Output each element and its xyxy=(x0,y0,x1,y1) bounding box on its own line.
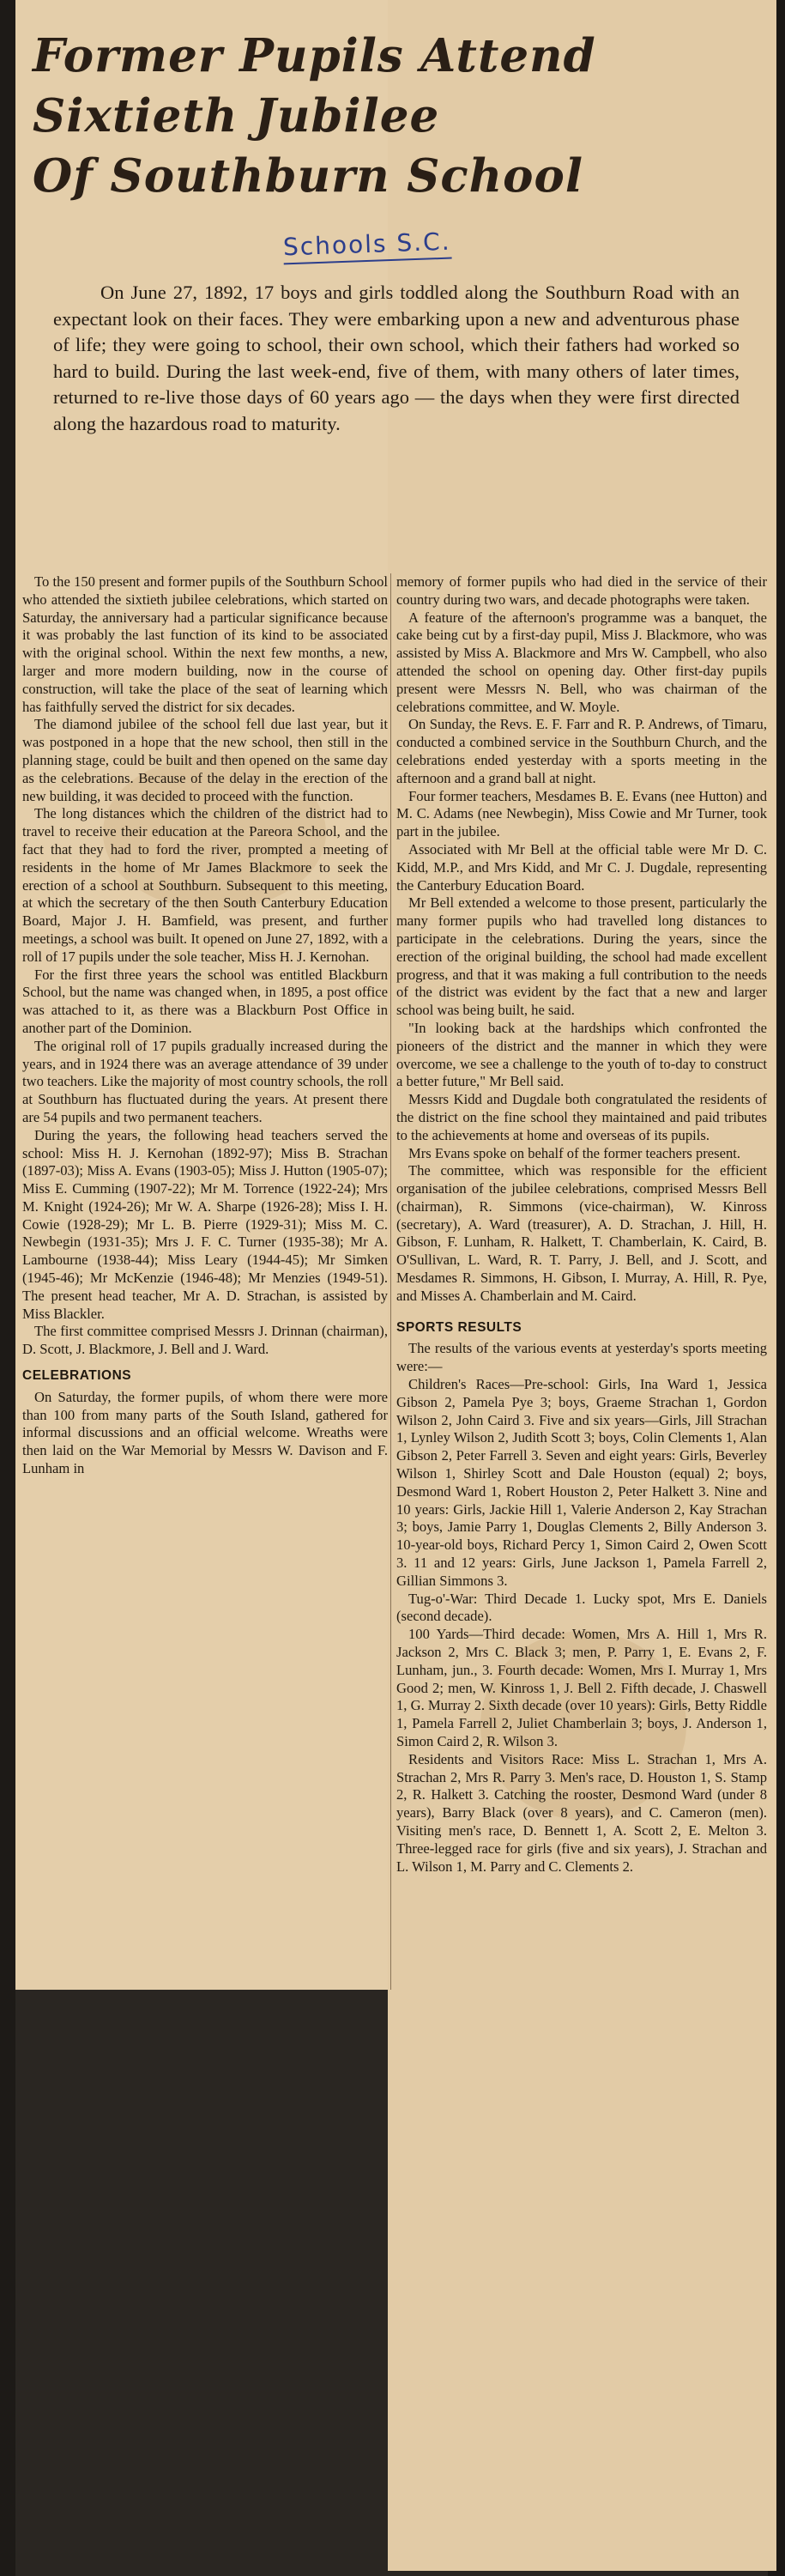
sports-paragraph: 100 Yards—Third decade: Women, Mrs A. Hill 1, Mrs R. Jackson 2, Mrs C. Black 3; men, P. Parry 1, E. Evans 2, F. Lunham, jun., 3. Fourth decade: Women, Mrs I. Murray 1, Mrs Good 2; men, W. Kinross 1, J. Bell 2. Fifth decade, J. Chaswell 1, G. Murray 2. Sixth decade (over 10 years): Girls, Betty Riddle 1, Pamela Farrell 2, Juliet Chamberlain 3; boys, J. Anderson 1, Simon Caird 2, R. Wilson 3. xyxy=(396,1626,767,1749)
body-paragraph: A feature of the afternoon's programme was a banquet, the cake being cut by a first-day pupil, Miss J. Blackmore, who was assisted by Miss A. Blackmore and Mrs W. Campbell, who also attended the school on opening day. Other first-day pupils present were Messrs N. Bell, who was chairman of the celebrations committee, and W. Moyle. xyxy=(396,609,767,715)
celebrations-heading: CELEBRATIONS xyxy=(22,1368,132,1384)
background-edge xyxy=(0,0,15,2576)
handwritten-annotation: Schools S.C. xyxy=(282,227,451,262)
lead-paragraph: On June 27, 1892, 17 boys and girls toddled along the Southburn Road with an expectant look on their faces. They were embarking upon a new and adventurous phase of life; they were going to school, their own school, which their fathers had worked so hard to build. During the last week-end, five of them, with many others of later times, returned to re-live those days of 60 years ago — the days when they were first directed along the hazardous road to maturity. xyxy=(53,282,740,434)
headline-line-2: Sixtieth Jubilee xyxy=(33,89,440,142)
body-paragraph: During the years, the following head teachers served the school: Miss H. J. Kernohan (1892-97); Miss B. Strachan (1897-03); Miss A. Evans (1903-05); Miss J. Hutton (1905-07); Miss E. Cumming (1907-22); Mr M. Torrence (1922-24); Mrs M. Knight (1924-26); Mr W. A. Sharpe (1926-28); Miss I. H. Cowie (1928-29); Mr L. B. Pierre (1929-31); Miss M. C. Newbegin (1931-35); Mrs J. F. C. Turner (1935-38); Mr A. Lambourne (1938-44); Miss Leary (1944-45); Mr Simken (1945-46); Mr McKenzie (1946-48); Mr Menzies (1949-51). The present head teacher, Mr A. D. Strachan, is assisted by Miss Blackler. xyxy=(22,1126,388,1322)
body-paragraph: "In looking back at the hardships which confronted the pioneers of the district and the manner in which they were overcome, we see a challenge to the youth of to-day to construct a better future," Mr Bell said. xyxy=(396,1019,767,1090)
right-column xyxy=(396,573,767,1876)
headline-line-3: Of Southburn School xyxy=(33,149,584,203)
column-divider xyxy=(390,573,391,1990)
body-paragraph: Associated with Mr Bell at the official table were Mr D. C. Kidd, M.P., and Mrs Kidd, and Mr C. J. Dugdale, representing the Canterbury Education Board. xyxy=(396,840,767,894)
body-paragraph: The long distances which the children of the district had to travel to receive their education at the Pareora School, and the fact that they had to ford the river, prompted a meeting of residents in the home of Mr James Blackmore to seek the erection of a school at Southburn. Subsequent to this meeting, at which the secretary of the then South Canterbury Education Board, Major J. H. Bamfield, was present, and further meetings, a school was built. It opened on June 27, 1892, with a roll of 17 pupils under the sole teacher, Miss H. J. Kernohan. xyxy=(22,805,388,965)
body-paragraph: The diamond jubilee of the school fell due last year, but it was postponed in a hope that the new school, then still in the planning stage, could be built and then opened on the same day as the celebrations. Because of the delay in the erection of the new building, it was decided to proceed with the function. xyxy=(22,716,388,804)
headline xyxy=(33,26,719,206)
headline-line-1: Former Pupils Attend xyxy=(33,29,596,82)
body-paragraph: The first committee comprised Messrs J. Drinnan (chairman), D. Scott, J. Blackmore, J. Bell and J. Ward. xyxy=(22,1323,388,1358)
sports-paragraph: Residents and Visitors Race: Miss L. Strachan 1, Mrs A. Strachan 2, Mrs R. Parry 3. Men's race, D. Houston 1, S. Stamp 2, R. Halkett 3. Catching the rooster, Desmond Ward (under 8 years), Barry Black (over 8 years), and C. Cameron (men). Visiting men's race, D. Bennett 1, A. Scott 2, E. Melton 3. Three-legged race for girls (five and six years), J. Strachan and L. Wilson 1, M. Parry and C. Clements 2. xyxy=(396,1750,767,1875)
body-paragraph: On Saturday, the former pupils, of whom there were more than 100 from many parts of the South Island, gathered for informal discussions and an official welcome. Wreaths were then laid on the War Memorial by Messrs W. Davison and F. Lunham in xyxy=(22,1388,388,1477)
body-paragraph: For the first three years the school was entitled Blackburn School, but the name was changed when, in 1895, a post office was attached to it, as there was a Blackburn Post Office in another part of the Dominion. xyxy=(22,966,388,1036)
body-paragraph: Mrs Evans spoke on behalf of the former teachers present. xyxy=(408,1144,741,1161)
body-paragraph: To the 150 present and former pupils of the Southburn School who attended the sixtieth jubilee celebrations, which started on Saturday, the anniversary had a particular significance because it was probably the last function of its kind to be associated with the original school. Within the next few months, a new, larger and more modern building, now in the course of construction, will take the place of the seat of learning which has faithfully served the district for six decades. xyxy=(22,573,388,715)
left-column xyxy=(22,573,388,1478)
body-paragraph: The original roll of 17 pupils gradually increased during the years, and in 1924 there was an average attendance of 39 under two teachers. Like the majority of most country schools, the roll at Southburn has fluctuated during the years. At present there are 54 pupils and two permanent teachers. xyxy=(22,1037,388,1125)
sports-paragraph: Tug-o'-War: Third Decade 1. Lucky spot, Mrs E. Daniels (second decade). xyxy=(396,1590,767,1625)
body-paragraph: Messrs Kidd and Dugdale both congratulated the residents of the district on the fine school they maintained and paid tributes to the achievements at home and overseas of its pupils. xyxy=(396,1091,767,1143)
sports-paragraph: Children's Races—Pre-school: Girls, Ina Ward 1, Jessica Gibson 2, Pamela Pye 3; boys, Graeme Strachan 1, Gordon Wilson 2, John Caird 3. Five and six years—Girls, Jill Strachan 1, Lynley Wilson 2, Judith Scott 3; boys, Colin Clements 1, Alan Gibson 2, Peter Farrell 3. Seven and eight years: Girls, Beverley Wilson 1, Shirley Scott and Dale Houston (equal) 2; boys, Desmond Ward 1, Robert Houston 2, Peter Halkett 3. Nine and 10 years: Girls, Jackie Hill 1, Valerie Anderson 2, Kay Strachan 3; boys, Jamie Parry 1, Douglas Clements 2, Billy Anderson 3. 10-year-old boys, Richard Percy 1, Simon Caird 2, Owen Scott 3. 11 and 12 years: Girls, June Jackson 1, Pamela Farrell 2, Gillian Simmons 3. xyxy=(396,1376,767,1589)
sports-results-heading: SPORTS RESULTS xyxy=(396,1319,522,1335)
body-paragraph: Four former teachers, Mesdames B. E. Evans (nee Hutton) and M. C. Adams (nee Newbegin), Miss Cowie and Mr Turner, took part in the jubilee. xyxy=(396,787,767,840)
body-paragraph: The committee, which was responsible for the efficient organisation of the jubilee celebrations, comprised Messrs Bell (chairman), R. Simmons (vice-chairman), W. Kinross (secretary), A. Ward (treasurer), A. D. Strachan, J. Hill, H. Gibson, F. Lunham, R. Halkett, T. Chamberlain, K. Caird, B. O'Sullivan, L. Ward, R. T. Parry, J. Bell, and J. Scott, and Mesdames R. Simmons, H. Gibson, I. Murray, A. Hill, R. Pye, and Misses A. Chamberlain and M. Caird. xyxy=(396,1162,767,1304)
sports-paragraph: The results of the various events at yesterday's sports meeting were:— xyxy=(396,1340,767,1375)
body-paragraph: Mr Bell extended a welcome to those present, particularly the many former pupils who had travelled long distances to participate in the celebrations. During the years, since the erection of the original building, the school had made excellent progress, and that it was making a full contribution to the needs of the district was evident by the fact that a new and larger school was being built, he said. xyxy=(396,894,767,1019)
body-paragraph: memory of former pupils who had died in the service of their country during two wars, and decade photographs were taken. xyxy=(396,573,767,608)
body-paragraph: On Sunday, the Revs. E. F. Farr and R. P. Andrews, of Timaru, conducted a combined service in the Southburn Church, and the celebrations ended yesterday with a sports meeting in the afternoon and a grand ball at night. xyxy=(396,716,767,786)
